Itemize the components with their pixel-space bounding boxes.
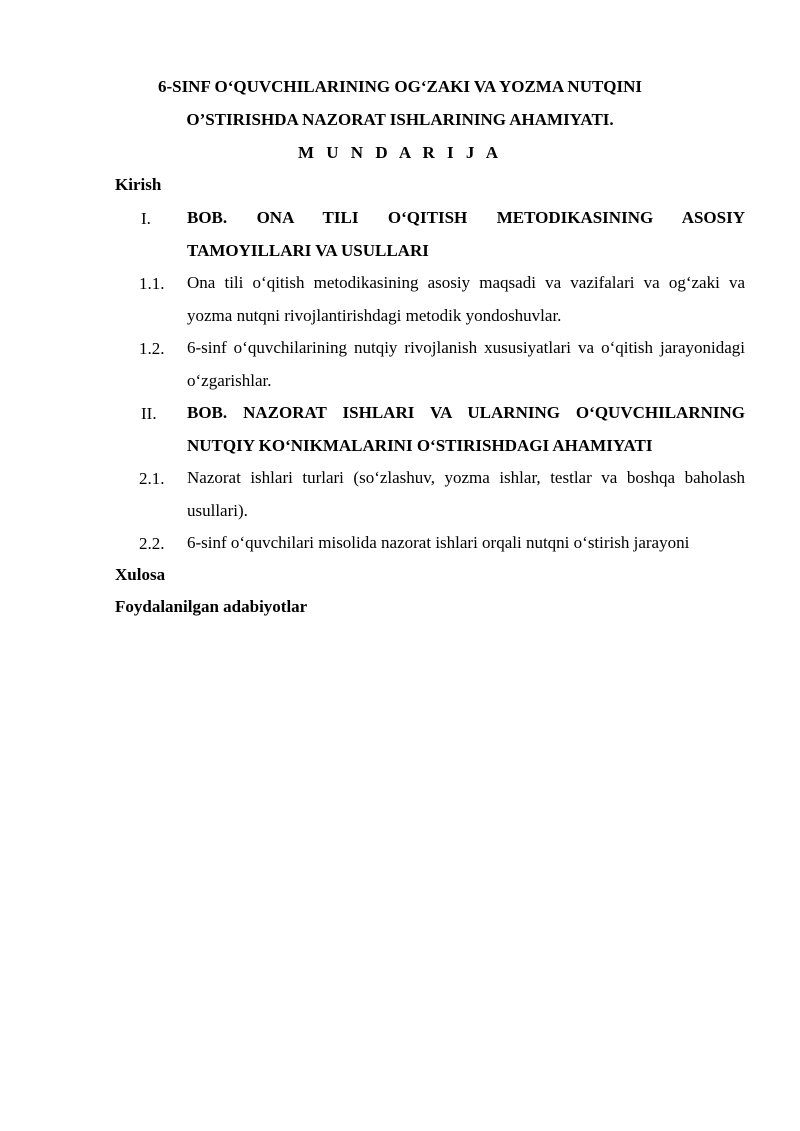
toc-references: Foydalanilgan adabiyotlar — [115, 597, 308, 616]
toc-section-2-2-title: 6-sinf o‘quvchilari misolida nazorat ishlari orqali nutqni o‘stirish jarayoni — [187, 533, 690, 552]
toc-conclusion: Xulosa — [115, 565, 166, 584]
document-title-line-2: O’STIRISHDA NAZORAT ISHLARINING AHAMIYATI. — [186, 110, 614, 129]
contents-heading: M U N D A R I J A — [297, 143, 502, 162]
toc-chapter-2-number: II. — [141, 404, 157, 423]
document-title-line-1: 6-SINF O‘QUVCHILARINING OG‘ZAKI VA YOZMA NUTQINI — [157, 77, 643, 96]
toc-section-1-2-number: 1.2. — [139, 339, 165, 358]
toc-chapter-1-number: I. — [141, 209, 151, 228]
toc-chapter-1-title: BOB. ONA TILI O‘QITISH METODIKASINING ASOSIY TAMOYILLARI VA USULLARI — [187, 208, 745, 260]
toc-intro: Kirish — [115, 175, 162, 194]
toc-section-2-2-number: 2.2. — [139, 534, 165, 553]
toc-section-2-1-number: 2.1. — [139, 469, 165, 488]
toc-section-2-1-title: Nazorat ishlari turlari (so‘zlashuv, yozma ishlar, testlar va boshqa baholash usullari). — [187, 468, 745, 520]
toc-section-1-1-number: 1.1. — [139, 274, 165, 293]
toc-chapter-2-title: BOB. NAZORAT ISHLARI VA ULARNING O‘QUVCHILARNING NUTQIY KO‘NIKMALARINI O‘STIRISHDAGI AHAMIYATI — [187, 403, 745, 455]
toc-section-1-1-title: Ona tili o‘qitish metodikasining asosiy maqsadi va vazifalari va og‘zaki va yozma nutqni rivojlantirishdagi metodik yondoshuvlar. — [187, 273, 745, 325]
toc-section-1-2-title: 6-sinf o‘quvchilarining nutqiy rivojlanish xususiyatlari va o‘qitish jarayonidagi o‘zgarishlar. — [187, 338, 745, 390]
